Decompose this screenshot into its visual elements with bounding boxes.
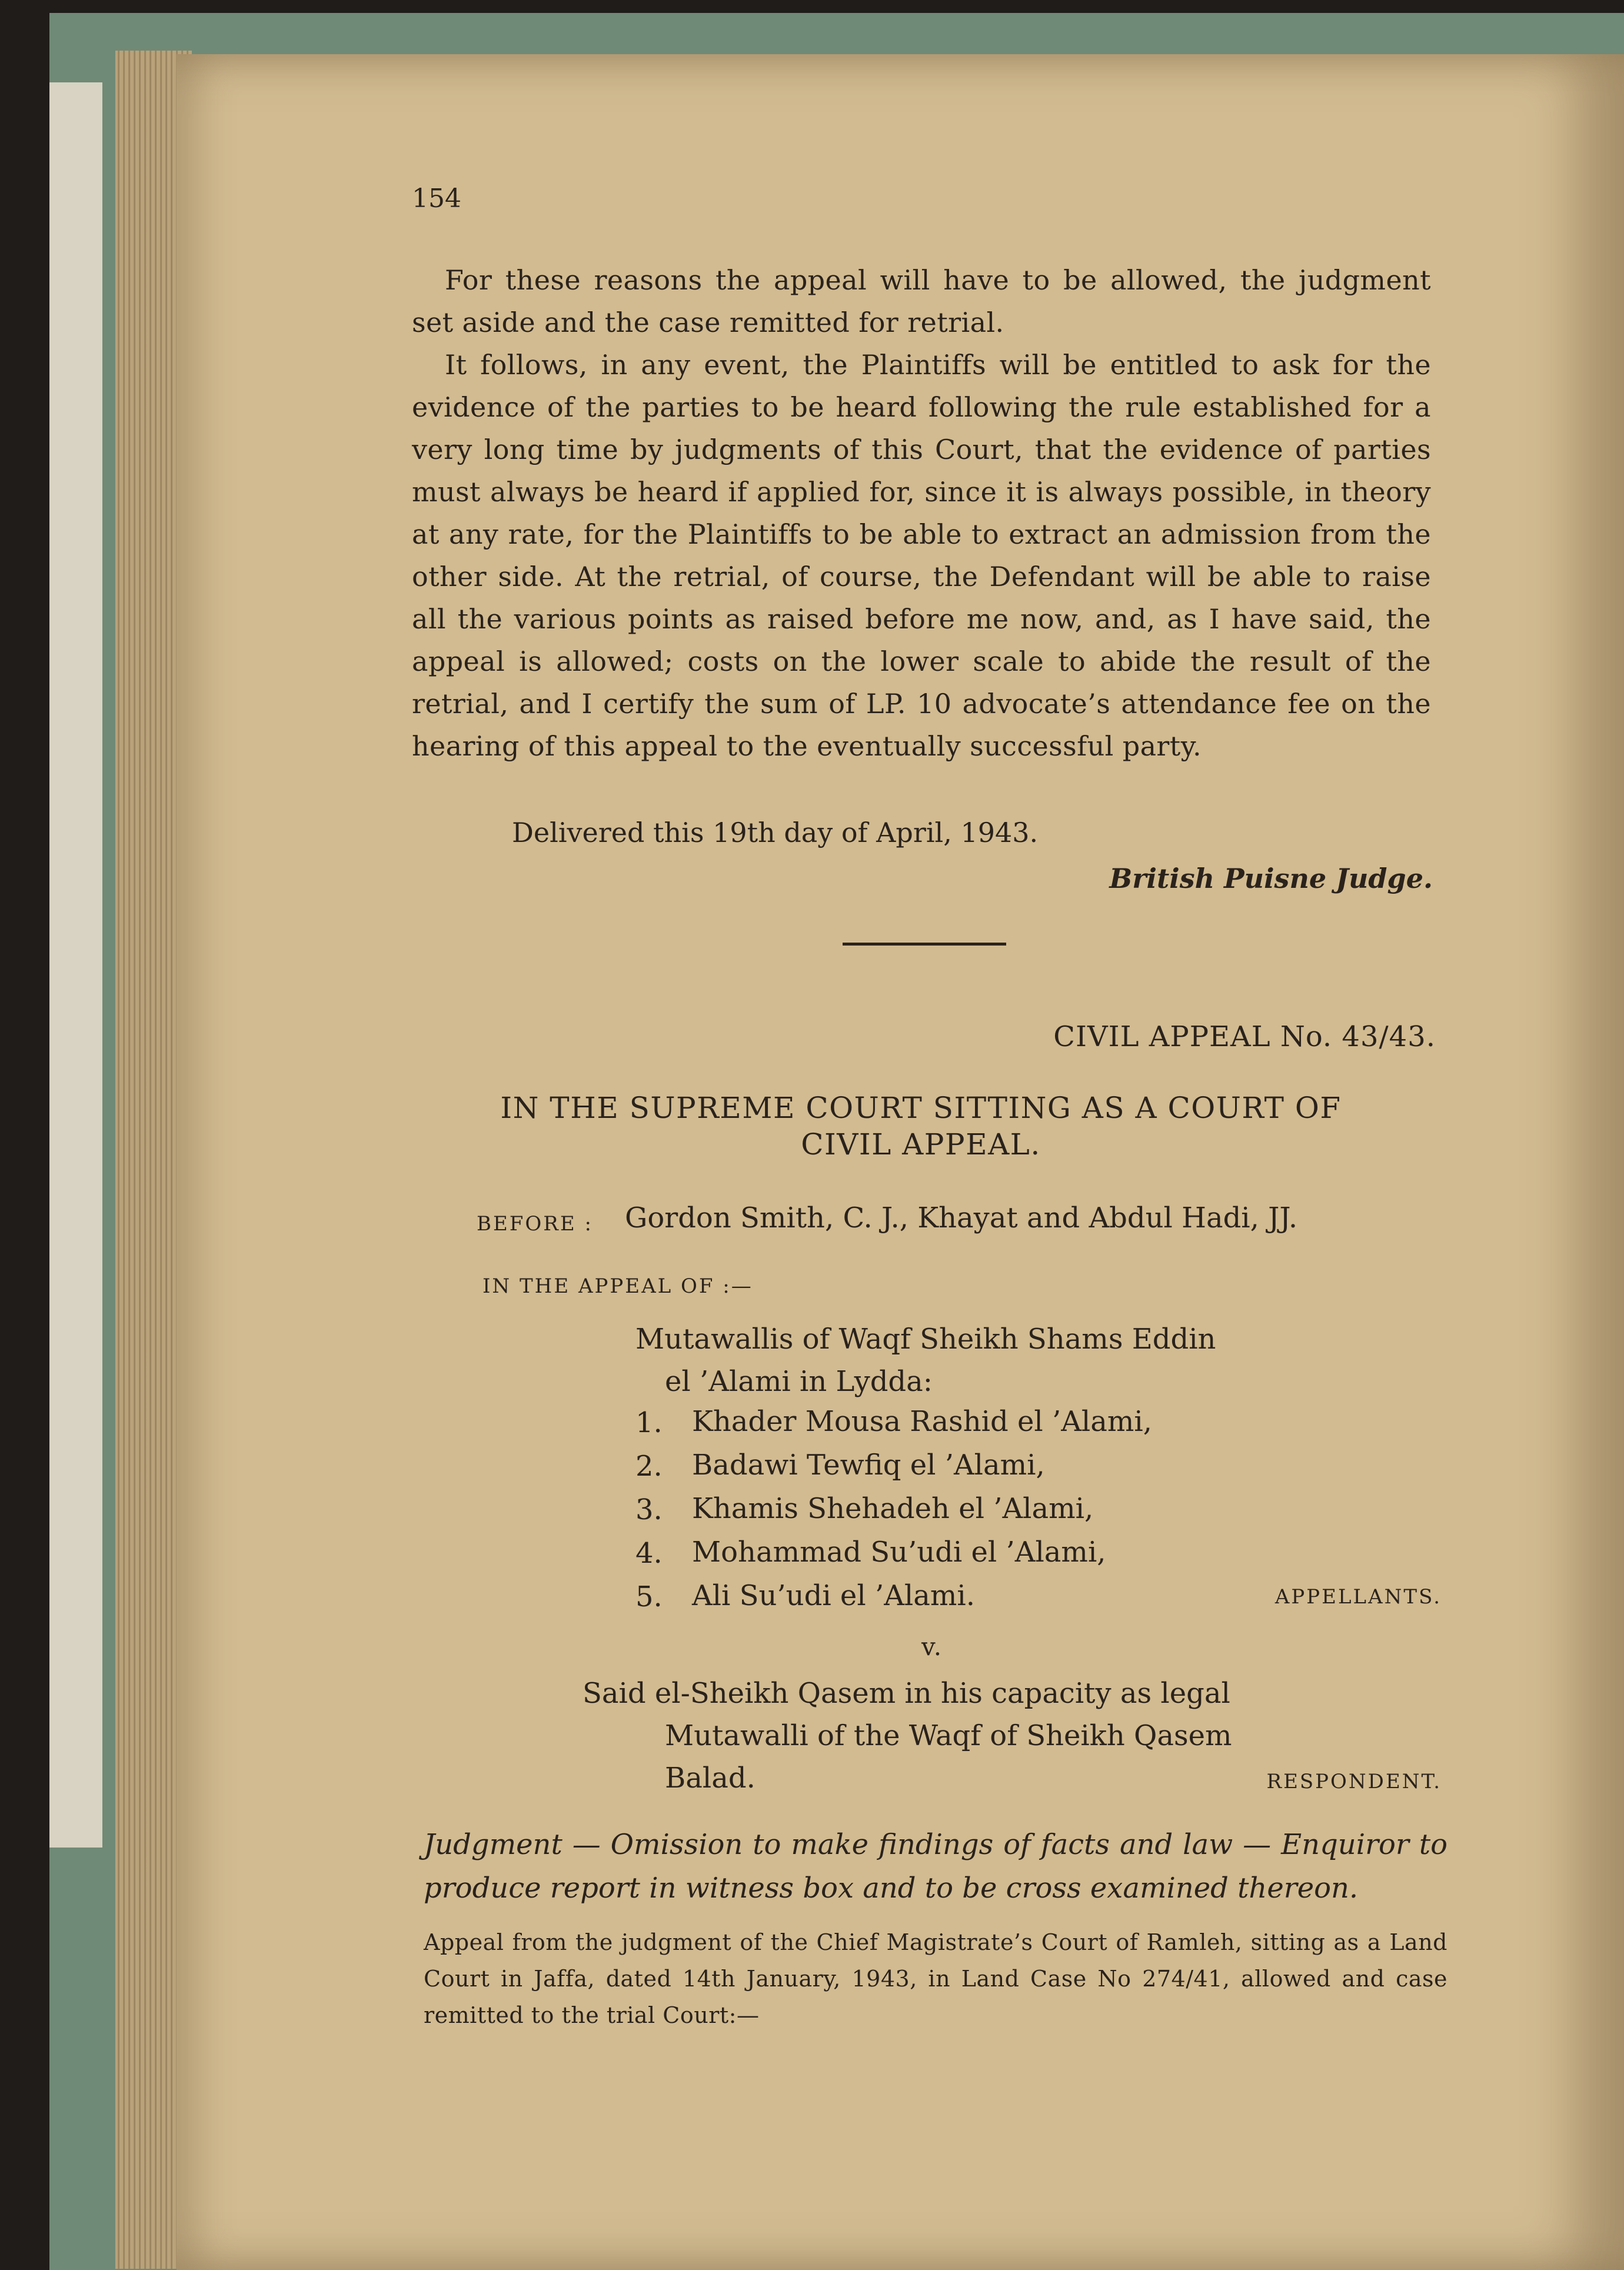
court-title-line-2: CIVIL APPEAL. [801,1127,1041,1161]
appellant-number: 4. [635,1537,663,1570]
appellant-name: Ali Su’udi el ’Alami. [692,1579,975,1612]
appellants-header-line-1: Mutawallis of Waqf Sheikh Shams Eddin [635,1323,1216,1356]
appellants-header [635,1318,1283,1403]
appellant-name: Khamis Shehadeh el ’Alami, [692,1492,1094,1525]
paragraph-2-text: It follows, in any event, the Plaintiffs will be entitled to ask for the evidence of the parties to be heard following the rule established for a very long time by judgments of this Court, that the evidence of parties must always be heard if applied for, since it is always possible, in theory at any rate, for the Plaintiffs to be able to extract an admission from the other side. At the retrial, of course, the Defendant will be able to raise all the various points as raised before me now, and, as I have said, the appeal is allowed; costs on the lower scale to abide the result of the retrial, and I certify the sum of LP. 10 advocate’s attendance fee on the hearing of this appeal to the eventually successful party. [412,349,1431,762]
before-label: BEFORE : [477,1212,593,1236]
appeal-summary: Appeal from the judgment of the Chief Magistrate’s Court of Ramleh, sitting as a Land Court in Jaffa, dated 14th January, 1943, in Land Case No 274/41, allowed and case remitted to the trial Court:— [424,1929,1447,2028]
appellant-number: 3. [635,1493,663,1526]
respondent-label: RESPONDENT. [1266,1770,1442,1793]
appellant-number: 1. [635,1406,663,1439]
appeal-of-label: IN THE APPEAL OF :— [482,1274,753,1298]
respondent-line-1: Said el-Sheikh Qasem in his capacity as legal [583,1677,1230,1710]
delivered-date: Delivered this 19th day of April, 1943. [512,817,1039,848]
respondent-line-3: Balad. [665,1762,756,1795]
respondent-block [583,1672,1265,1799]
versus: v. [921,1632,943,1661]
respondent-line-2: Mutawalli of the Waqf of Sheikh Qasem [665,1719,1232,1752]
appellant-name: Mohammad Su’udi el ’Alami, [692,1536,1106,1569]
court-title [412,1090,1430,1163]
appellant-number: 5. [635,1580,663,1613]
court-title-line-1: IN THE SUPREME COURT SITTING AS A COURT OF [500,1091,1342,1125]
headnote: Judgment — Omission to make findings of facts and law — Enquiror to produce report in witness box and to be cross examined thereon. [424,1828,1447,1905]
cover-flap [49,82,102,1848]
appellants-label: APPELLANTS. [1274,1585,1442,1609]
page-number: 154 [412,184,461,214]
paragraph-2 [412,344,1431,767]
paragraph-1 [412,259,1431,344]
appellant-name: Badawi Tewfiq el ’Alami, [692,1449,1045,1482]
section-divider [843,943,1006,946]
appellants-header-line-2: el ’Alami in Lydda: [665,1365,933,1398]
paragraph-1-text: For these reasons the appeal will have to be allowed, the judgment set aside and the case remitted for retrial. [412,264,1431,338]
bench-judges: Gordon Smith, C. J., Khayat and Abdul Hadi, JJ. [625,1201,1298,1234]
judge-signature: British Puisne Judge. [1109,863,1433,894]
appellant-number: 2. [635,1450,663,1483]
appellant-name: Khader Mousa Rashid el ’Alami, [692,1405,1152,1438]
case-number: CIVIL APPEAL No. 43/43. [1053,1020,1436,1053]
